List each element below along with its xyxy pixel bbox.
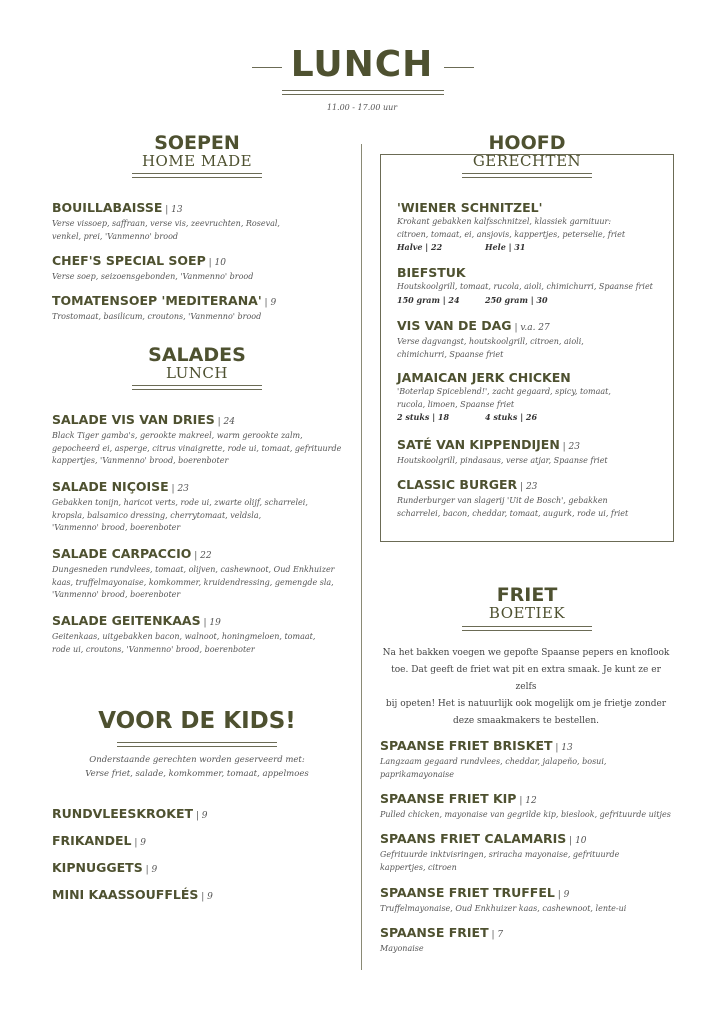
item-price-option: 2 stuks | 18 — [397, 412, 450, 422]
item-desc: Black Tiger gamba's, gerookte makreel, warm gerookte zalm, — [52, 431, 303, 440]
item-price: 23 — [177, 484, 189, 494]
item-desc: Verse soep, seizoensgebonden, 'Vanmenno' brood — [52, 272, 254, 281]
friet-intro-line: bij opeten! Het is natuurlijk ook mogelijk om je frietje zonder — [385, 699, 667, 709]
item-desc: Truffelmayonaise, Oud Enkhuizer kaas, cashewnoot, lente-ui — [380, 904, 627, 913]
menu-item: SALADE GEITENKAAS | 19 Geitenkaas, uitgebakken bacon, walnoot, honingmeloen, tomaat, rode ui, croutons, 'Vanmenno' brood, boerenboter — [52, 613, 315, 656]
item-price: 13 — [171, 205, 183, 215]
item-desc: Houtskoolgrill, pindasaus, verse atjar, Spaanse friet — [397, 456, 608, 465]
item-desc: venkel, prei, 'Vanmenno' brood — [52, 231, 179, 241]
item-name: MINI KAASSOUFFLÉS — [52, 887, 199, 902]
item-price: 9 — [563, 890, 570, 900]
item-price: 10 — [214, 258, 226, 268]
section-title: SALADES — [148, 344, 246, 366]
item-desc: Krokant gebakken kalfsschnitzel, klassiek garnituur: — [397, 217, 612, 226]
friet-intro-line: toe. Dat geeft de friet wat pit en extra smaak. Je kunt ze er zelfs — [391, 665, 661, 692]
opening-hours: 11.00 - 17.00 uur — [326, 103, 398, 112]
menu-item — [397, 370, 611, 423]
item-name: SALADE VIS VAN DRIES — [52, 412, 215, 427]
item-price: 22 — [200, 551, 212, 561]
item-desc: citroen, tomaat, ei, ansjovis, kappertjes, peterselie, friet — [397, 229, 626, 239]
menu-item: SATÉ VAN KIPPENDIJEN | 23 Houtskoolgrill, pindasaus, verse atjar, Spaanse friet — [397, 437, 608, 468]
item-price: 19 — [209, 618, 221, 628]
section-subtitle: LUNCH — [166, 364, 228, 382]
item-desc: Gebakken tonijn, haricot verts, rode ui, zwarte olijf, scharrelei, — [52, 498, 308, 507]
friet-intro-line: Na het bakken voegen we gepofte Spaanse pepers en knoflook — [382, 648, 670, 658]
item-name: BOUILLABAISSE — [52, 200, 163, 215]
item-name: KIPNUGGETS — [52, 860, 143, 875]
kids-item: MINI KAASSOUFFLÉS | 9 — [52, 887, 213, 902]
title-line-right — [444, 67, 474, 68]
item-name: JAMAICAN JERK CHICKEN — [397, 370, 571, 385]
item-price: 9 — [207, 892, 213, 902]
item-name: SALADE CARPACCIO — [52, 546, 192, 561]
item-price-option: 4 stuks | 26 — [485, 412, 538, 422]
item-desc: Mayonaise — [380, 944, 424, 953]
item-desc: 'Vanmenno' brood, boerenboter — [52, 590, 181, 599]
item-price-option: Halve | 22 — [397, 242, 443, 252]
section-underline — [462, 173, 592, 178]
item-desc: rucola, limoen, Spaanse friet — [397, 399, 515, 409]
menu-item: SALADE NIÇOISE | 23 Gebakken tonijn, haricot verts, rode ui, zwarte olijf, scharrelei, kropsla, balsamico dressing, cherrytomaat, veldsla, 'Vanmenno' brood, boerenboter — [52, 479, 308, 535]
item-desc: Geitenkaas, uitgebakken bacon, walnoot, honingmeloen, tomaat, — [52, 632, 316, 641]
title-underline — [282, 90, 444, 95]
item-desc: paprikamayonaise — [380, 769, 455, 779]
item-desc: Pulled chicken, mayonaise van gegrilde kip, bieslook, gefrituurde uitjes — [380, 810, 671, 819]
section-underline — [117, 742, 277, 747]
item-name: SPAANSE FRIET KIP — [380, 791, 517, 806]
item-desc: scharrelei, bacon, cheddar, tomaat, augurk, rode ui, friet — [397, 508, 629, 518]
item-desc: rode ui, croutons, 'Vanmenno' brood, boerenboter — [52, 644, 255, 654]
item-name: SPAANSE FRIET TRUFFEL — [380, 885, 555, 900]
section-soepen-heading — [52, 133, 342, 170]
item-desc: kropsla, balsamico dressing, cherrytomaat, veldsla, — [52, 510, 262, 520]
item-name: TOMATENSOEP 'MEDITERANA' — [52, 293, 262, 308]
section-underline — [462, 626, 592, 631]
section-underline — [132, 173, 262, 178]
page-title: LUNCH — [290, 44, 434, 85]
menu-item: TOMATENSOEP 'MEDITERANA' | 9 Trostomaat, basilicum, croutons, 'Vanmenno' brood — [52, 293, 276, 324]
menu-item: SPAANS FRIET CALAMARIS | 10 Gefrituurde inktvisringen, sriracha mayonaise, gefrituurde kappertjes, citroen — [380, 831, 619, 874]
item-price: 9 — [140, 838, 147, 848]
item-name: CLASSIC BURGER — [397, 477, 518, 492]
item-desc: Verse vissoep, saffraan, verse vis, zeevruchten, Roseval, — [52, 219, 280, 228]
item-name: SPAANS FRIET CALAMARIS — [380, 831, 567, 846]
menu-item: SALADE VIS VAN DRIES | 24 Black Tiger gamba's, gerookte makreel, warm gerookte zalm, gepocheerd ei, asperge, citrus vinaigrette, rode ui, tomaat, gefrituurde kappertjes, 'Vanmenno' brood, boerenboter — [52, 412, 341, 468]
item-name: SPAANSE FRIET BRISKET — [380, 738, 553, 753]
item-price: 9 — [201, 811, 208, 821]
item-price-option: 150 gram | 24 — [397, 294, 460, 305]
item-price: 13 — [561, 743, 573, 753]
item-desc: Houtskoolgrill, tomaat, rucola, aioli, chimichurri, Spaanse friet — [397, 282, 653, 291]
section-subtitle: HOME MADE — [141, 152, 253, 170]
item-name: BIEFSTUK — [397, 265, 466, 280]
item-desc: kappertjes, citroen — [380, 862, 457, 872]
menu-item: SALADE CARPACCIO | 22 Dungesneden rundvlees, tomaat, olijven, cashewnoot, Oud Enkhuizer kaas, truffelmayonaise, komkommer, kruidendressing, gemengde sla, 'Vanmenno' brood, boerenboter — [52, 546, 335, 602]
section-title: SOEPEN — [154, 132, 240, 154]
kids-item: RUNDVLEESKROKET | 9 — [52, 806, 208, 821]
section-subtitle: GERECHTEN — [472, 152, 582, 170]
item-desc: Runderburger van slagerij 'Uit de Bosch', gebakken — [397, 496, 608, 505]
menu-item: SPAANSE FRIET BRISKET | 13 Langzaam gegaard rundvlees, cheddar, jalapeño, bosui, paprikamayonaise — [380, 738, 606, 781]
section-friet-heading — [380, 585, 674, 622]
section-title: HOOFD — [481, 133, 574, 153]
kids-note-line: Verse friet, salade, komkommer, tomaat, appelmoes — [85, 769, 309, 779]
item-name: RUNDVLEESKROKET — [52, 806, 194, 821]
menu-item: CLASSIC BURGER | 23 Runderburger van slagerij 'Uit de Bosch', gebakken scharrelei, bacon, cheddar, tomaat, augurk, rode ui, friet — [397, 477, 628, 520]
menu-item: SPAANSE FRIET TRUFFEL | 9 Truffelmayonaise, Oud Enkhuizer kaas, cashewnoot, lente-ui — [380, 885, 626, 916]
item-desc: 'Vanmenno' brood, boerenboter — [52, 523, 181, 532]
menu-item: CHEF'S SPECIAL SOEP | 10 Verse soep, seizoensgebonden, 'Vanmenno' brood — [52, 253, 253, 284]
item-desc: Verse dagvangst, houtskoolgrill, citroen, aioli, — [397, 337, 584, 346]
item-price: v.a. 27 — [520, 323, 550, 333]
item-price: 24 — [223, 417, 235, 427]
kids-item: FRIKANDEL | 9 — [52, 833, 147, 848]
item-desc: Trostomaat, basilicum, croutons, 'Vanmenno' brood — [52, 312, 262, 321]
kids-note-line: Onderstaande gerechten worden geserveerd met: — [89, 755, 305, 765]
friet-intro — [380, 645, 672, 730]
item-price-option: Hele | 31 — [485, 242, 526, 252]
section-kids-heading: VOOR DE KIDS! — [98, 708, 296, 734]
menu-item: BOUILLABAISSE | 13 Verse vissoep, saffraan, verse vis, zeevruchten, Roseval, venkel, prei, 'Vanmenno' brood — [52, 200, 280, 243]
section-underline — [132, 385, 262, 390]
item-desc: chimichurri, Spaanse friet — [397, 349, 504, 359]
item-name: 'WIENER SCHNITZEL' — [397, 200, 543, 215]
item-price: 23 — [525, 482, 538, 492]
item-desc: Dungesneden rundvlees, tomaat, olijven, cashewnoot, Oud Enkhuizer — [52, 565, 335, 574]
item-price-option: 250 gram | 30 — [485, 294, 548, 305]
section-title: FRIET — [496, 584, 558, 606]
section-hoofd-heading — [380, 133, 674, 170]
item-name: VIS VAN DE DAG — [397, 318, 512, 333]
item-name: SATÉ VAN KIPPENDIJEN — [397, 437, 560, 452]
item-desc: gepocheerd ei, asperge, citrus vinaigrette, rode ui, tomaat, gefrituurde — [52, 443, 342, 453]
kids-item: KIPNUGGETS | 9 — [52, 860, 158, 875]
item-name: SPAANSE FRIET — [380, 925, 489, 940]
item-name: CHEF'S SPECIAL SOEP — [52, 253, 206, 268]
item-name: SALADE NIÇOISE — [52, 479, 169, 494]
item-price: 9 — [151, 865, 158, 875]
item-desc: kappertjes, 'Vanmenno' brood, boerenboter — [52, 456, 229, 465]
menu-item — [397, 200, 625, 253]
menu-item: SPAANSE FRIET | 7 Mayonaise — [380, 925, 503, 956]
item-name: SALADE GEITENKAAS — [52, 613, 201, 628]
item-price: 23 — [568, 442, 580, 452]
item-desc: Langzaam gegaard rundvlees, cheddar, jalapeño, bosui, — [380, 757, 607, 766]
item-desc: Gefrituurde inktvisringen, sriracha mayonaise, gefrituurde — [380, 850, 620, 859]
friet-intro-line: deze smaakmakers te bestellen. — [452, 716, 599, 726]
menu-item: VIS VAN DE DAG | v.a. 27 Verse dagvangst, houtskoolgrill, citroen, aioli, chimichurri, Spaanse friet — [397, 318, 584, 361]
item-name: FRIKANDEL — [52, 833, 132, 848]
item-price: 12 — [525, 796, 537, 806]
item-price: 9 — [270, 298, 277, 308]
section-subtitle: BOETIEK — [488, 604, 566, 622]
item-price: 10 — [575, 836, 587, 846]
item-price: 7 — [497, 930, 504, 940]
section-salades-heading — [52, 345, 342, 382]
item-desc: kaas, truffelmayonaise, komkommer, kruidendressing, gemengde sla, — [52, 577, 334, 587]
item-desc: 'Boterlap Spiceblend!', zacht gegaard, spicy, tomaat, — [397, 387, 611, 396]
menu-item — [397, 265, 653, 306]
column-divider — [361, 144, 362, 970]
kids-note — [52, 753, 342, 781]
menu-item: SPAANSE FRIET KIP | 12 Pulled chicken, mayonaise van gegrilde kip, bieslook, gefrituurde uitjes — [380, 791, 671, 822]
